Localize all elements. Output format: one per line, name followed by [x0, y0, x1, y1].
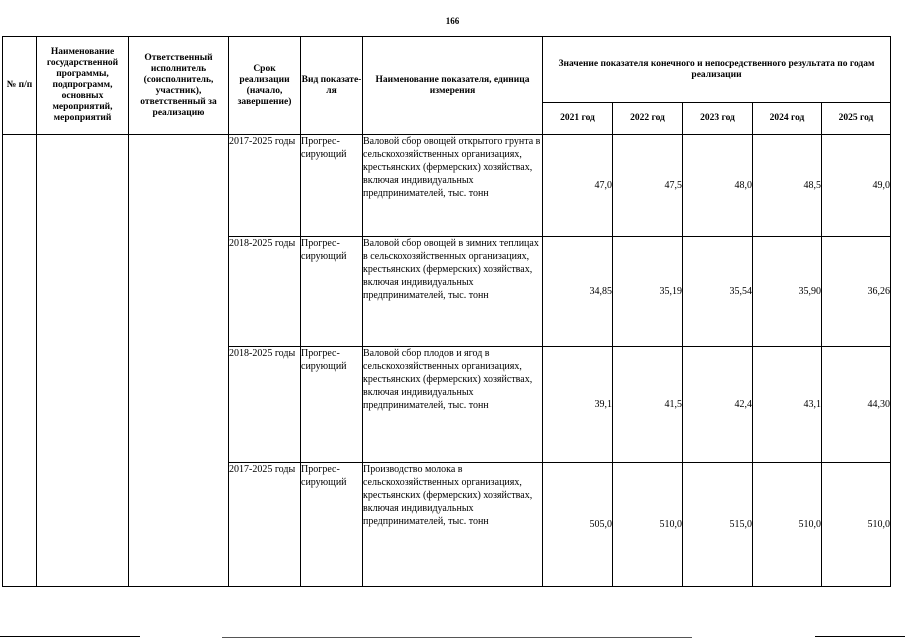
cell-value: 42,4 — [683, 347, 753, 463]
cell-indicator: Валовой сбор овощей открытого грунта в сельскохозяйственных организациях, крестьянских (фермерских) хозяйствах, включая индивидуальных предпринимателей, тыс. тонн — [363, 135, 543, 237]
cell-value: 47,0 — [543, 135, 613, 237]
cell-value: 36,26 — [822, 237, 891, 347]
header-indicator-type: Вид показате-ля — [301, 37, 363, 135]
cell-indicator: Валовой сбор плодов и ягод в сельскохозяйственных организациях, крестьянских (фермерских) хозяйствах, включая индивидуальных предпринимателей, тыс. тонн — [363, 347, 543, 463]
header-year: 2025 год — [822, 103, 891, 135]
header-period: Срок реализации (начало, завершение) — [229, 37, 301, 135]
cell-num — [3, 135, 37, 587]
header-indicator-name: Наименование показателя, единица измерения — [363, 37, 543, 135]
cell-value: 48,0 — [683, 135, 753, 237]
cell-value: 35,54 — [683, 237, 753, 347]
cell-value: 47,5 — [613, 135, 683, 237]
scan-edge-mark — [222, 637, 692, 638]
cell-program-name — [37, 135, 129, 587]
header-row-top — [3, 37, 891, 103]
cell-period: 2017-2025 годы — [229, 463, 301, 587]
indicators-table — [2, 36, 891, 587]
header-year: 2021 год — [543, 103, 613, 135]
header-values: Значение показателя конечного и непосредственного результата по годам реализации — [543, 37, 891, 103]
cell-value: 49,0 — [822, 135, 891, 237]
cell-period: 2018-2025 годы — [229, 347, 301, 463]
scan-edge-mark — [0, 636, 140, 637]
header-program-name: Наименование государственной программы, подпрограмм, основных мероприятий, мероприятий — [37, 37, 129, 135]
header-responsible: Ответственный исполнитель (соисполнитель, участник), ответственный за реализацию — [129, 37, 229, 135]
header-year: 2024 год — [753, 103, 822, 135]
cell-value: 39,1 — [543, 347, 613, 463]
cell-value: 35,19 — [613, 237, 683, 347]
cell-type: Прогрес-сирующий — [301, 347, 363, 463]
cell-type: Прогрес-сирующий — [301, 135, 363, 237]
cell-value: 48,5 — [753, 135, 822, 237]
page-number: 166 — [445, 16, 460, 26]
cell-value: 43,1 — [753, 347, 822, 463]
header-num: № п/п — [3, 37, 37, 135]
cell-value: 41,5 — [613, 347, 683, 463]
table-row — [3, 135, 891, 237]
cell-value: 510,0 — [822, 463, 891, 587]
cell-value: 510,0 — [613, 463, 683, 587]
cell-responsible — [129, 135, 229, 587]
cell-value: 505,0 — [543, 463, 613, 587]
scan-edge-mark — [815, 636, 905, 637]
cell-value: 515,0 — [683, 463, 753, 587]
header-year: 2022 год — [613, 103, 683, 135]
cell-indicator: Валовой сбор овощей в зимних теплицах в сельскохозяйственных организациях, крестьянских (фермерских) хозяйствах, включая индивидуальных предпринимателей, тыс. тонн — [363, 237, 543, 347]
cell-type: Прогрес-сирующий — [301, 237, 363, 347]
cell-value: 44,30 — [822, 347, 891, 463]
cell-type: Прогрес-сирующий — [301, 463, 363, 587]
cell-value: 35,90 — [753, 237, 822, 347]
cell-period: 2018-2025 годы — [229, 237, 301, 347]
cell-value: 510,0 — [753, 463, 822, 587]
cell-indicator: Производство молока в сельскохозяйственных организациях, крестьянских (фермерских) хозяйствах, включая индивидуальных предпринимателей, тыс. тонн — [363, 463, 543, 587]
header-year: 2023 год — [683, 103, 753, 135]
cell-value: 34,85 — [543, 237, 613, 347]
cell-period: 2017-2025 годы — [229, 135, 301, 237]
